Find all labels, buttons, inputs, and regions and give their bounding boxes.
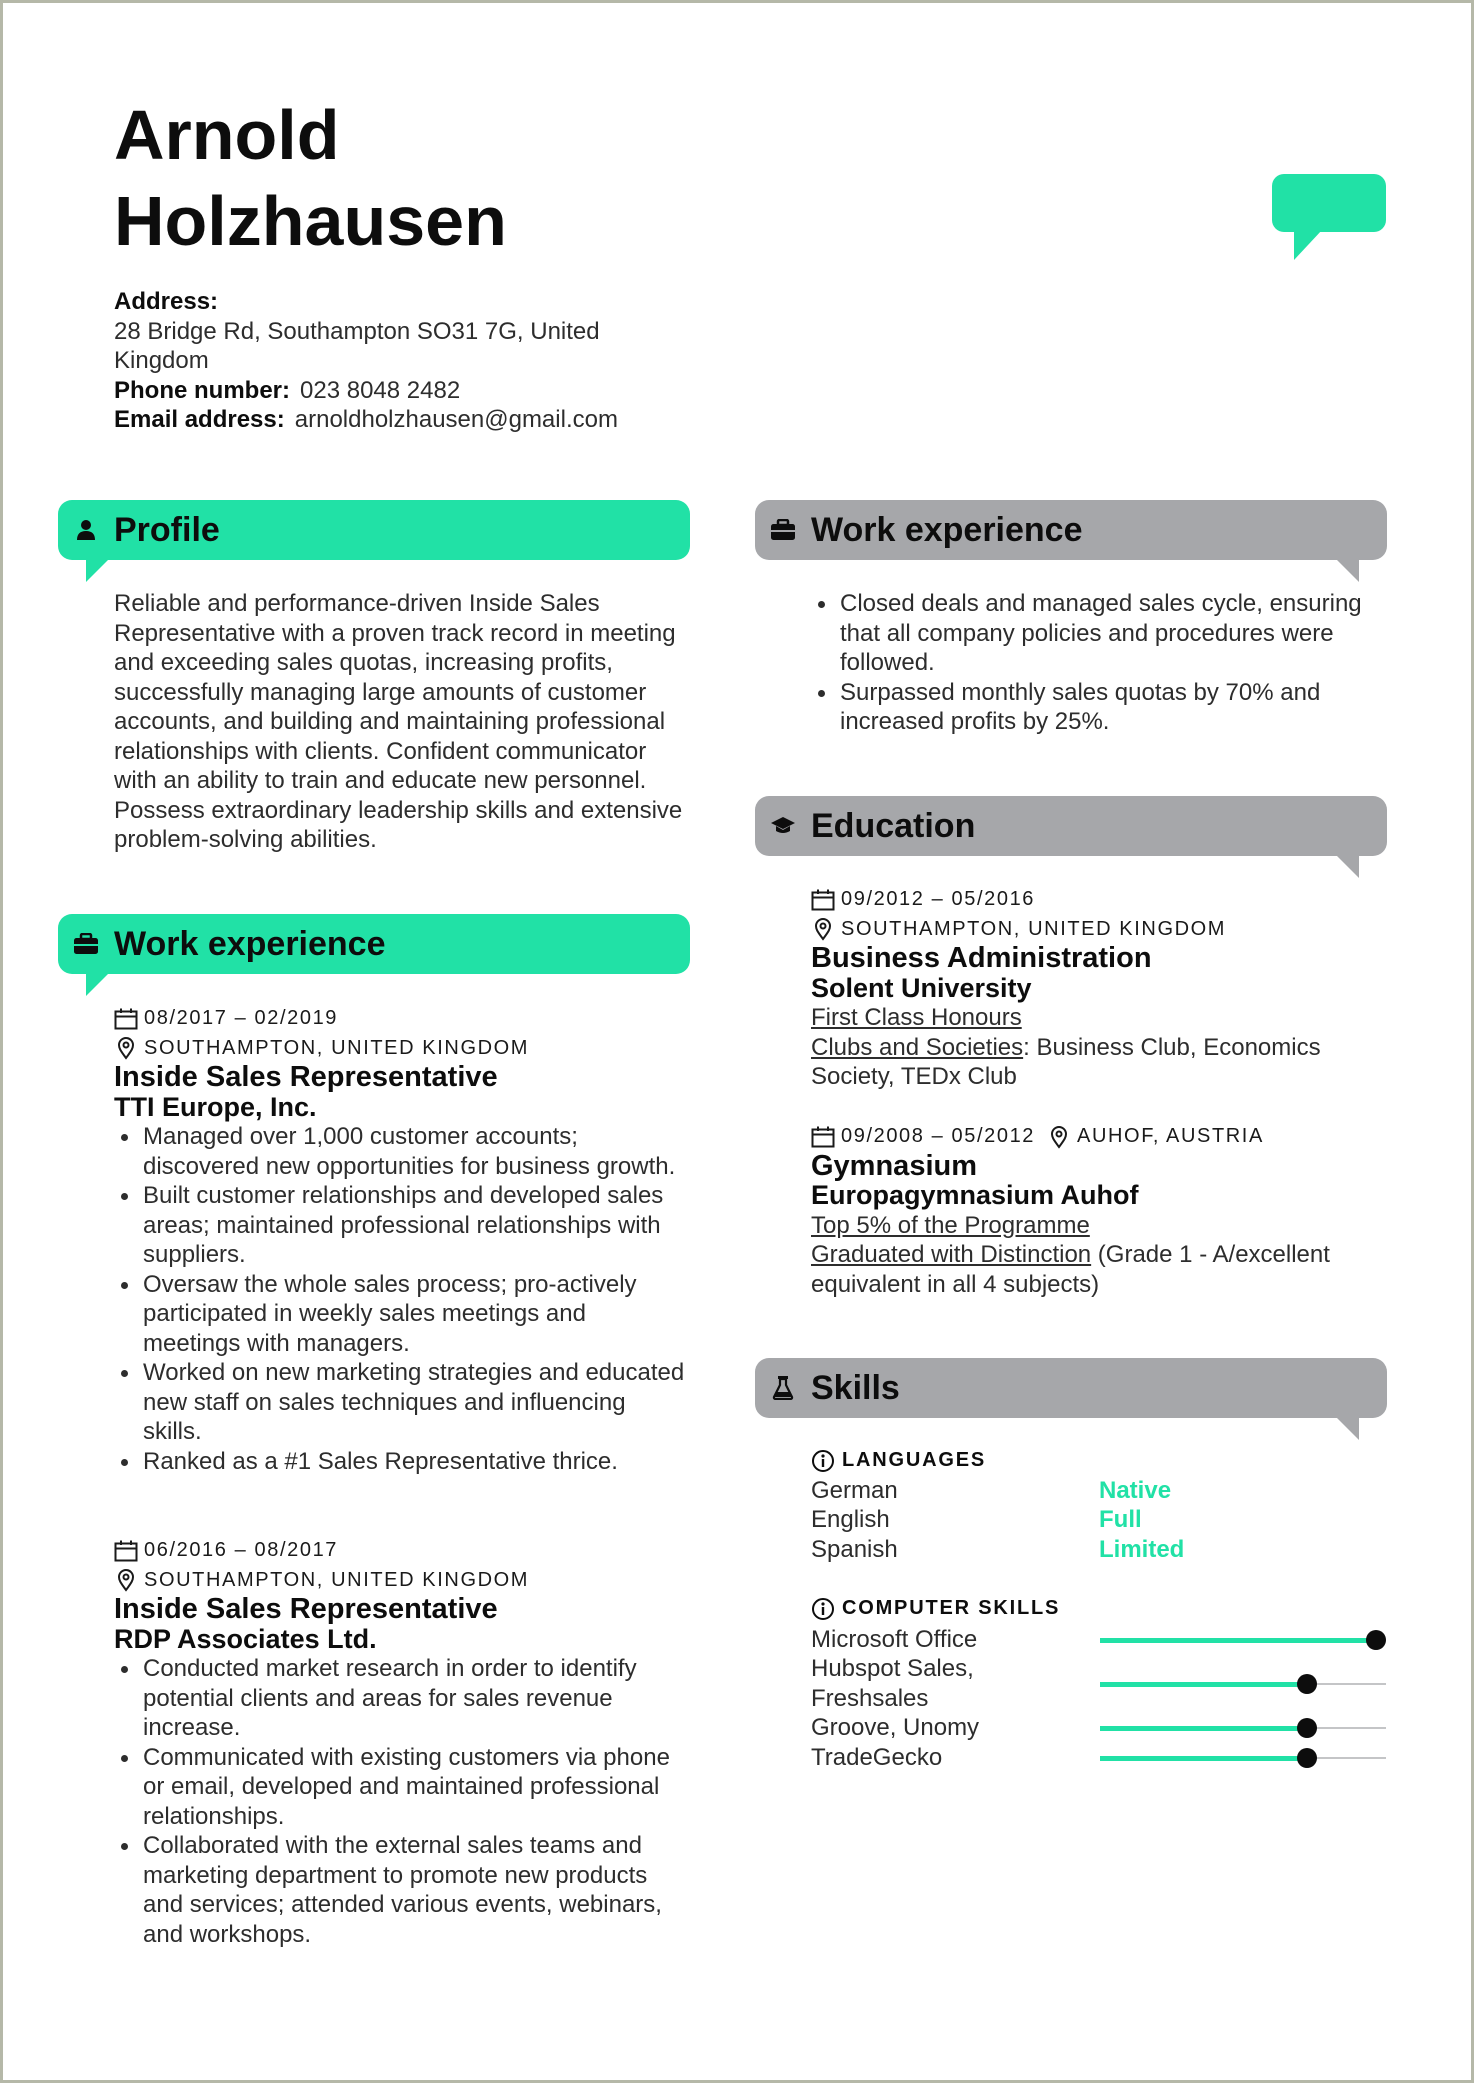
location-pin-icon: [114, 1036, 138, 1060]
email-label: Email address:: [114, 406, 285, 433]
list-item: Built customer relationships and developed sales areas; maintained professional relationships with suppliers.: [143, 1181, 689, 1270]
job-1-location: SOUTHAMPTON, UNITED KINGDOM: [144, 1036, 530, 1059]
edu-1-degree: Business Administration: [811, 942, 1152, 974]
location-pin-icon: [114, 1568, 138, 1592]
skill-level-track: [1100, 1683, 1386, 1685]
person-icon: [58, 519, 114, 541]
language-name: English: [811, 1506, 890, 1533]
skill-level-fill: [1100, 1756, 1307, 1761]
skill-level-knob: [1297, 1674, 1317, 1694]
skill-level-knob: [1297, 1718, 1317, 1738]
list-item: Oversaw the whole sales process; pro-actively participated in weekly sales meetings and meetings with managers.: [143, 1270, 689, 1359]
job-2-location: SOUTHAMPTON, UNITED KINGDOM: [144, 1568, 530, 1591]
edu-2-distinction-detail: (Grade 1 - A/excellent equivalent in all 4 subjects): [811, 1241, 1330, 1298]
skill-level-track: [1100, 1727, 1386, 1729]
edu-2-dates: 09/2008 – 05/2012: [841, 1125, 1036, 1147]
phone-value: 023 8048 2482: [300, 376, 461, 404]
education-entry-2: [811, 1122, 1381, 1299]
work-experience-continued-header: [755, 500, 1387, 590]
briefcase-icon: [755, 519, 811, 541]
briefcase-icon: [58, 933, 114, 955]
job-1-dates: 08/2017 – 02/2019: [144, 1007, 339, 1029]
skills-title: Skills: [811, 1368, 900, 1407]
candidate-name: [114, 92, 507, 264]
language-row: [811, 1505, 1381, 1535]
job-1-role: Inside Sales Representative: [114, 1061, 498, 1093]
skill-level-knob: [1297, 1748, 1317, 1768]
edu-1-location: SOUTHAMPTON, UNITED KINGDOM: [841, 917, 1227, 940]
info-icon: [811, 1597, 835, 1621]
computer-skill-name: TradeGecko: [811, 1744, 943, 1771]
computer-skills-label: COMPUTER SKILLS: [842, 1597, 1061, 1619]
location-pin-icon: [811, 917, 835, 941]
location-pin-icon: [1047, 1125, 1071, 1149]
language-level: Full: [1099, 1506, 1142, 1533]
computer-skill-name: Groove, Unomy: [811, 1714, 980, 1741]
work-experience-title: Work experience: [114, 924, 386, 963]
computer-skill-name: Hubspot Sales, Freshsales: [811, 1655, 974, 1712]
profile-summary: Reliable and performance-driven Inside Sales Representative with a proven track record in meeting and exceeding sales quotas, increasing profits, successfully managing large amounts of customer accounts, and building and maintaining professional relationships with clients. Confident communicator with an ability to train and educate new personnel. Possess extraordinary leadership skills and extensive problem-solving abilities.: [114, 590, 683, 853]
edu-2-school: Europagymnasium Auhof: [811, 1180, 1139, 1210]
profile-section-header: [58, 500, 690, 590]
edu-1-clubs-list: : Business Club, Economics Society, TEDx Club: [811, 1033, 1321, 1090]
language-name: German: [811, 1476, 898, 1504]
job-2-company: RDP Associates Ltd.: [114, 1623, 377, 1654]
job-2-bullets: [114, 1654, 689, 1949]
last-name: Holzhausen: [114, 182, 507, 260]
list-item: Ranked as a #1 Sales Representative thrice.: [143, 1447, 689, 1477]
language-row: [811, 1476, 1381, 1506]
edu-1-clubs: [811, 1033, 1381, 1092]
language-name: Spanish: [811, 1535, 898, 1563]
address-label: Address:: [114, 288, 219, 315]
edu-2-distinction: [811, 1240, 1381, 1299]
job-2-dates-row: [114, 1536, 689, 1566]
calendar-icon: [114, 1008, 138, 1030]
calendar-icon: [811, 1126, 835, 1148]
edu-1-clubs-label: Clubs and Societies: [811, 1033, 1024, 1061]
job-1-location-row: [114, 1034, 689, 1064]
edu-2-meta-row: [811, 1122, 1381, 1152]
list-item: Closed deals and managed sales cycle, ensuring that all company policies and procedures were followed.: [840, 589, 1381, 678]
calendar-icon: [811, 889, 835, 911]
skill-level-track: [1100, 1757, 1386, 1759]
education-section-header: [755, 796, 1387, 886]
phone-label: Phone number:: [114, 376, 291, 404]
speech-bubble-logo-icon: [1270, 174, 1388, 260]
edu-1-dates: 09/2012 – 05/2016: [841, 888, 1036, 910]
skill-level-fill: [1100, 1638, 1376, 1643]
languages-label: LANGUAGES: [842, 1449, 986, 1471]
computer-skill-name: Microsoft Office: [811, 1626, 978, 1653]
skill-level-track: [1100, 1639, 1386, 1641]
languages-block: [811, 1446, 1381, 1564]
computer-skills-heading-block: [811, 1594, 1381, 1624]
flask-icon: [755, 1376, 811, 1400]
list-item: Conducted market research in order to identify potential clients and areas for sales revenue increase.: [143, 1654, 689, 1743]
education-title: Education: [811, 806, 976, 845]
edu-1-honours: First Class Honours: [811, 1004, 1022, 1031]
work-experience-section-header: [58, 914, 690, 1004]
language-level: Limited: [1099, 1535, 1185, 1563]
edu-2-degree: Gymnasium: [811, 1149, 977, 1182]
address-line-2: Kingdom: [114, 347, 209, 374]
edu-1-location-row: [811, 915, 1381, 945]
work-experience-continued-body: [811, 589, 1381, 737]
computer-skills-heading: [811, 1594, 1381, 1624]
job-2-location-row: [114, 1566, 689, 1596]
skill-level-fill: [1100, 1726, 1307, 1731]
work-experience-continued-title: Work experience: [811, 510, 1083, 549]
profile-title: Profile: [114, 510, 220, 549]
info-icon: [811, 1449, 835, 1473]
education-entry-1: [811, 885, 1381, 1092]
email-value[interactable]: arnoldholzhausen@gmail.com: [294, 406, 618, 433]
edu-1-dates-row: [811, 885, 1381, 915]
languages-heading: [811, 1446, 1381, 1476]
list-item: Managed over 1,000 customer accounts; discovered new opportunities for business growth.: [143, 1122, 689, 1181]
list-item: Worked on new marketing strategies and educated new staff on sales techniques and influencing skills.: [143, 1358, 689, 1447]
list-item: Communicated with existing customers via phone or email, developed and maintained professional relationships.: [143, 1743, 689, 1832]
contact-block: [114, 287, 674, 435]
edu-2-location: AUHOF, AUSTRIA: [1077, 1125, 1264, 1147]
job-entry-2: [114, 1536, 689, 1949]
job-1-dates-row: [114, 1004, 689, 1034]
list-item: Surpassed monthly sales quotas by 70% and increased profits by 25%.: [840, 678, 1381, 737]
edu-2-rank: Top 5% of the Programme: [811, 1211, 1090, 1239]
skill-level-fill: [1100, 1682, 1307, 1687]
skill-level-knob: [1366, 1630, 1386, 1650]
list-item: Collaborated with the external sales teams and marketing department to promote new products and services; attended various events, webinars, and workshops.: [143, 1831, 689, 1949]
address-line-1: 28 Bridge Rd, Southampton SO31 7G, United: [114, 317, 600, 345]
first-name: Arnold: [114, 96, 340, 174]
job-2-dates: 06/2016 – 08/2017: [144, 1539, 339, 1561]
language-row: [811, 1535, 1381, 1565]
job-1-company: TTI Europe, Inc.: [114, 1091, 317, 1122]
job-entry-1: [114, 1004, 689, 1476]
language-level: Native: [1099, 1476, 1172, 1504]
job-2-role: Inside Sales Representative: [114, 1593, 498, 1625]
edu-2-distinction-label: Graduated with Distinction: [811, 1241, 1092, 1268]
work-continued-bullets: [811, 589, 1381, 737]
job-1-bullets: [114, 1122, 689, 1476]
calendar-icon: [114, 1540, 138, 1562]
skills-section-header: [755, 1358, 1387, 1448]
edu-1-school: Solent University: [811, 972, 1032, 1003]
graduation-cap-icon: [755, 816, 811, 836]
